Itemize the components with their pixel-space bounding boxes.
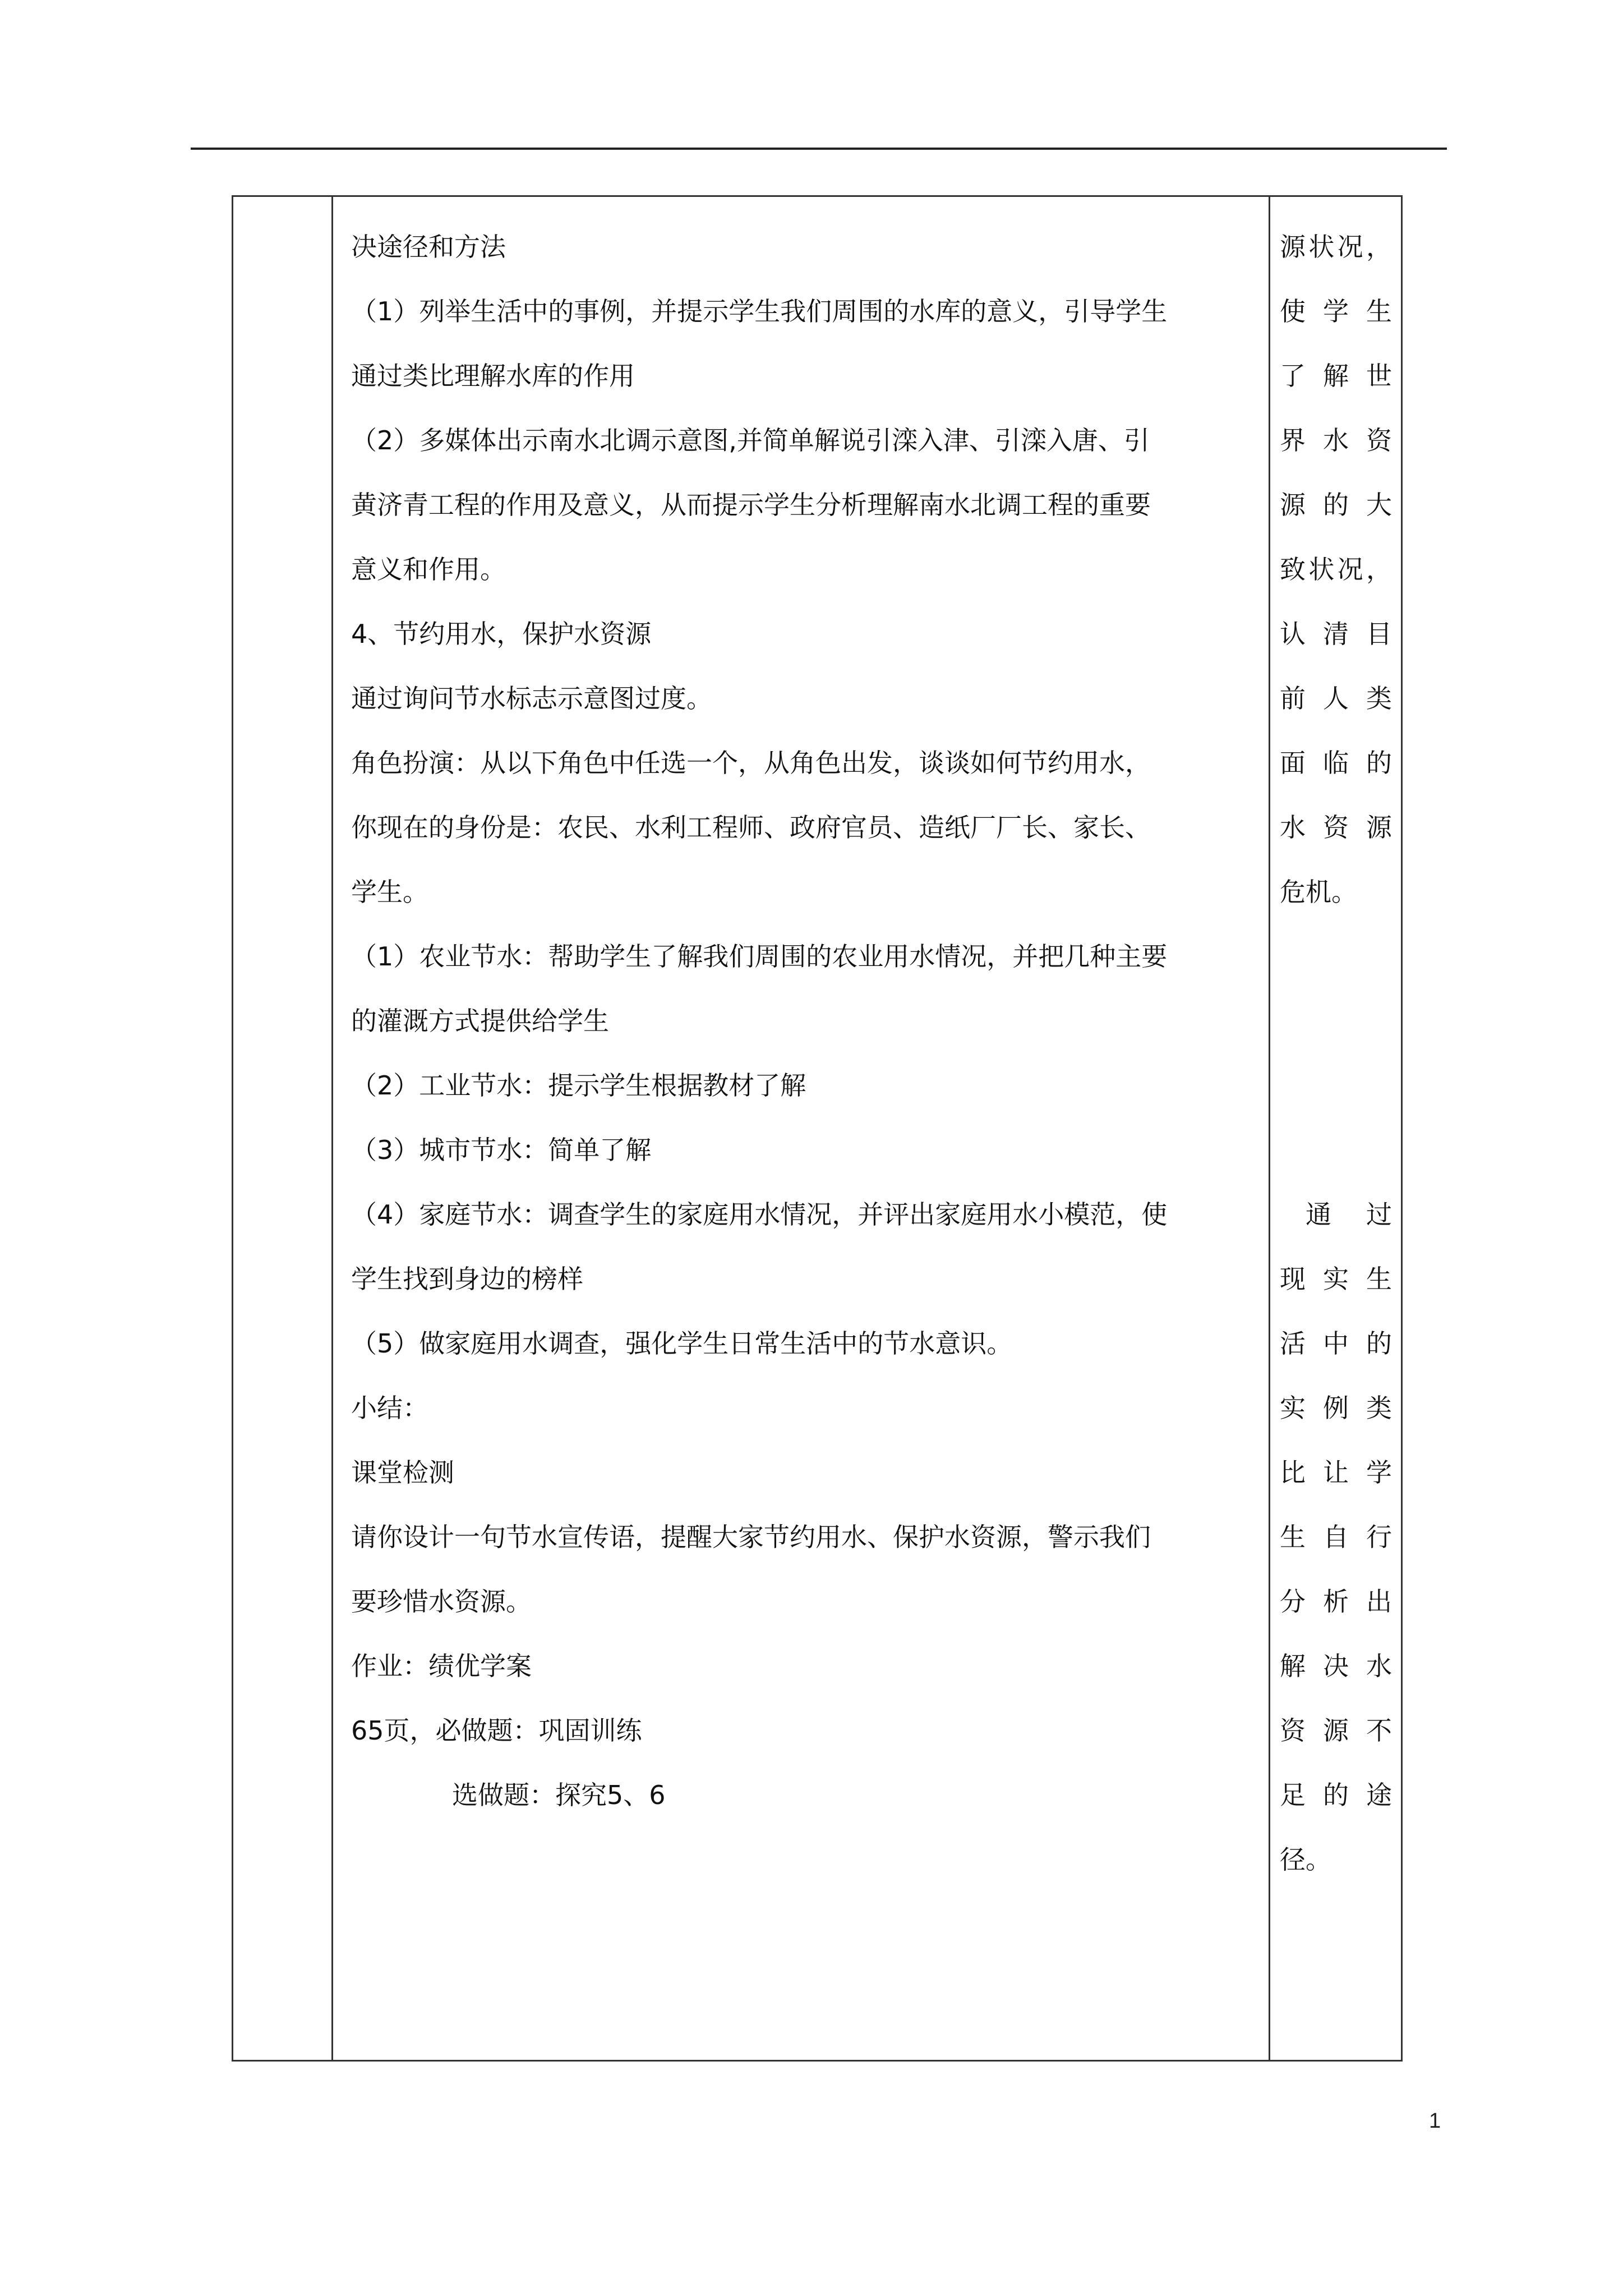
text-line: 通过询问节水标志示意图过度。: [351, 683, 712, 714]
text-line: 学生找到身边的榜样: [351, 1264, 583, 1294]
text-line: 通过类比理解水库的作用: [351, 361, 635, 391]
summary-label: 小结：: [351, 1393, 428, 1423]
side-line: 比让学: [1280, 1457, 1392, 1488]
text-line: （1）农业节水：帮助学生了解我们周围的农业用水情况，并把几种主要: [351, 941, 1168, 972]
side-line: 资源不: [1280, 1715, 1392, 1746]
text-line: 决途径和方法: [351, 232, 506, 262]
side-line: 界水资: [1280, 425, 1392, 455]
design-intent-column: [1280, 215, 1392, 1892]
side-line: 通过: [1306, 1199, 1392, 1230]
section-heading: 4、节约用水，保护水资源: [351, 619, 652, 649]
side-line: 解决水: [1280, 1651, 1392, 1681]
text-line: 你现在的身份是：农民、水利工程师、政府官员、造纸厂厂长、家长、: [351, 812, 1151, 843]
text-line: 要珍惜水资源。: [351, 1586, 532, 1617]
text-line: （1）列举生活中的事例，并提示学生我们周围的水库的意义，引导学生: [351, 296, 1168, 326]
text-line: 65页，必做题：巩固训练: [351, 1715, 642, 1746]
side-line: 活中的: [1280, 1328, 1392, 1359]
header-rule: [191, 148, 1447, 150]
text-line: 的灌溉方式提供给学生: [351, 1006, 609, 1036]
text-line: （5）做家庭用水调查，强化学生日常生活中的节水意识。: [351, 1328, 1013, 1359]
side-line: 生自行: [1280, 1522, 1392, 1552]
text-line: （2）工业节水：提示学生根据教材了解: [351, 1070, 806, 1101]
side-line: 前人类: [1280, 683, 1392, 714]
side-line: 实例类: [1280, 1393, 1392, 1423]
side-line: 认清目: [1280, 619, 1392, 649]
lesson-plan-table: [232, 195, 1403, 2062]
column-divider-left: [331, 197, 333, 2060]
text-line: （4）家庭节水：调查学生的家庭用水情况，并评出家庭用水小模范，使: [351, 1199, 1168, 1230]
text-line: （2）多媒体出示南水北调示意图,并简单解说引滦入津、引滦入唐、引: [351, 425, 1150, 455]
column-divider-right: [1269, 197, 1270, 2060]
text-line: （3）城市节水：简单了解: [351, 1135, 652, 1165]
classroom-test-label: 课堂检测: [351, 1457, 454, 1488]
teaching-process-column: [351, 215, 1260, 1828]
text-line: 黄济青工程的作用及意义，从而提示学生分析理解南水北调工程的重要: [351, 490, 1151, 520]
side-line: 源的大: [1280, 490, 1392, 520]
side-gap: [1280, 924, 1392, 1182]
side-line: 面临的: [1280, 748, 1392, 778]
side-line: 足的途: [1280, 1780, 1392, 1810]
text-line: 选做题：探究5、6: [452, 1780, 666, 1810]
text-line: 请你设计一句节水宣传语，提醒大家节约用水、保护水资源，警示我们: [351, 1522, 1151, 1552]
text-line: 学生。: [351, 877, 428, 907]
side-line: 致状况，: [1280, 554, 1392, 585]
side-line: 使学生: [1280, 296, 1392, 326]
side-line: 源状况，: [1280, 232, 1392, 262]
page-number: 1: [1429, 2109, 1441, 2133]
text-line: 意义和作用。: [351, 554, 506, 585]
side-line: 分析出: [1280, 1586, 1392, 1617]
text-line: 角色扮演：从以下角色中任选一个，从角色出发，谈谈如何节约用水，: [351, 748, 1151, 778]
side-line: 现实生: [1280, 1264, 1392, 1294]
side-line: 水资源: [1280, 812, 1392, 843]
side-line: 危机。: [1280, 877, 1357, 907]
side-line: 了解世: [1280, 361, 1392, 391]
homework-label: 作业：绩优学案: [351, 1651, 532, 1681]
side-line: 径。: [1280, 1844, 1331, 1875]
